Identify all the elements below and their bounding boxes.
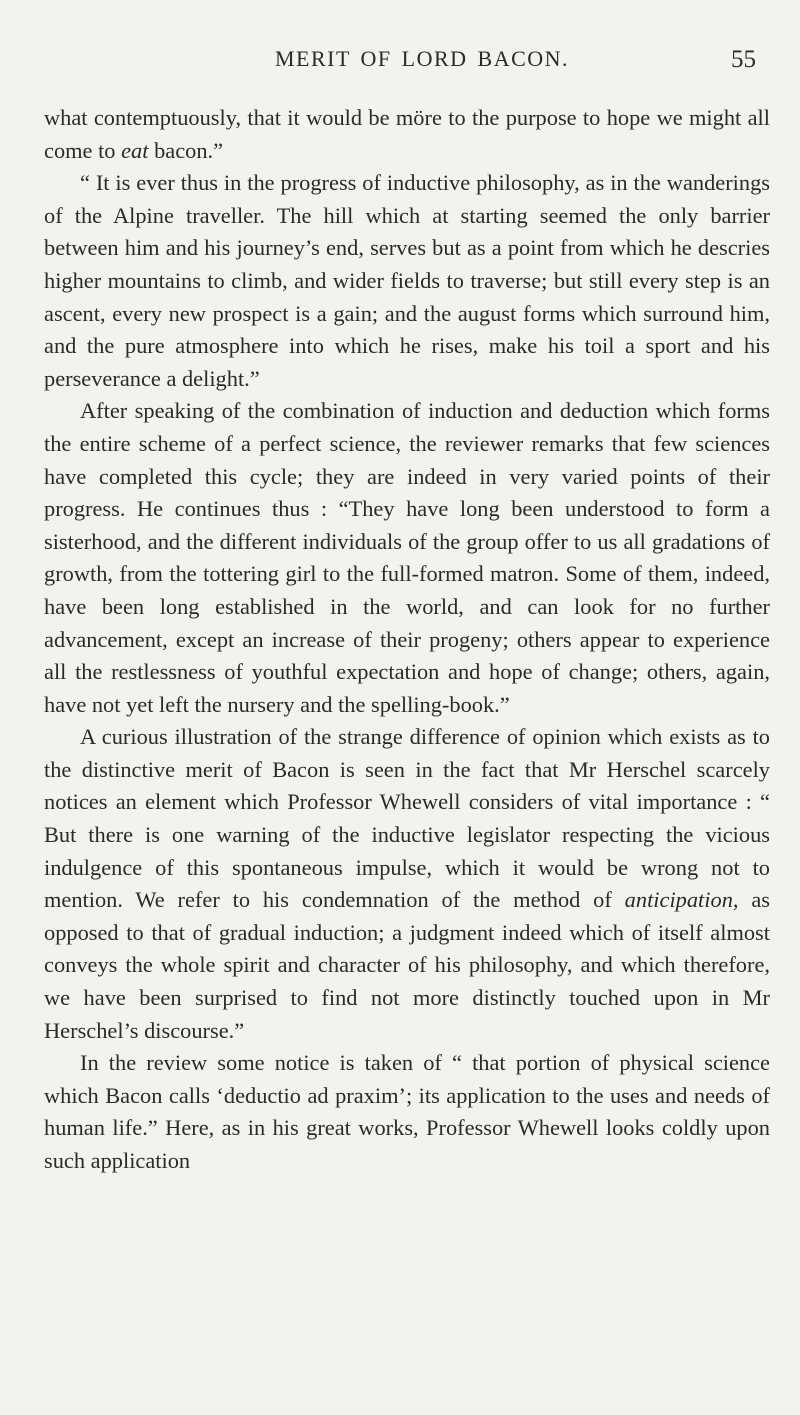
paragraph-text: After speaking of the combination of induction and deduction which forms the entire scheme of a perfect science, the reviewer remarks that few sciences have completed this cycle; they are indeed in very varied points of their progress. He continues thus : “They have long been understood to form a sisterhood, and the different individuals of the group offer to us all gradations of growth, from the tottering girl to the full-formed matron. Some of them, indeed, have been long established in the world, and can look for no further advancement, except an increase of their progeny; others appear to experience all the restlessness of youthful expectation and hope of change; others, again, have not yet left the nursery and the spelling-book.” (44, 398, 770, 717)
italic-text: anticipation (624, 887, 733, 913)
paragraph (44, 395, 770, 721)
italic-text: eat (121, 137, 149, 163)
paragraph (44, 167, 770, 395)
paragraph-text: “ It is ever thus in the progress of inductive philosophy, as in the wanderings of the Alpine traveller. The hill which at starting seemed the only barrier between him and his journey’s end, serves but as a point from which he descries higher mountains to climb, and wider fields to traverse; but still every step is an ascent, every new prospect is a gain; and the august forms which surround him, and the pure atmosphere into which he rises, make his toil a sport and his perseverance a delight.” (44, 170, 770, 391)
body-text (44, 102, 770, 1178)
paragraph (44, 1047, 770, 1177)
running-head (88, 46, 756, 76)
paragraph (44, 102, 770, 167)
paragraph-text: In the review some notice is taken of “ that portion of physical science which Bacon calls ‘deductio ad praxim’; its application to the uses and needs of human life.” Here, as in his great works, Professor Whewell looks coldly upon such application (44, 1050, 770, 1173)
paragraph (44, 721, 770, 1047)
paragraph-text: A curious illustration of the strange difference of opinion which exists as to the distinctive merit of Bacon is seen in the fact that Mr Herschel scarcely notices an element which Professor Whewell considers of vital importance : “ But there is one warning of the inductive legislator respecting the vicious indulgence of this spontaneous impulse, which it would be wrong not to mention. We refer to his condemnation of the method of (44, 724, 770, 913)
paragraph-text: what contemptuously, that it would be möre to the purpose to hope we might all come to (44, 105, 770, 163)
paragraph-text: bacon.” (148, 137, 224, 163)
paragraph-text: , as opposed to that of gradual induction; a judgment indeed which of itself almost conveys the whole spirit and character of his philosophy, and which therefore, we have been surprised to find not more distinctly touched upon in Mr Herschel’s discourse.” (44, 887, 770, 1043)
running-title: MERIT OF LORD BACON. (274, 46, 570, 71)
page-number: 55 (731, 46, 756, 73)
